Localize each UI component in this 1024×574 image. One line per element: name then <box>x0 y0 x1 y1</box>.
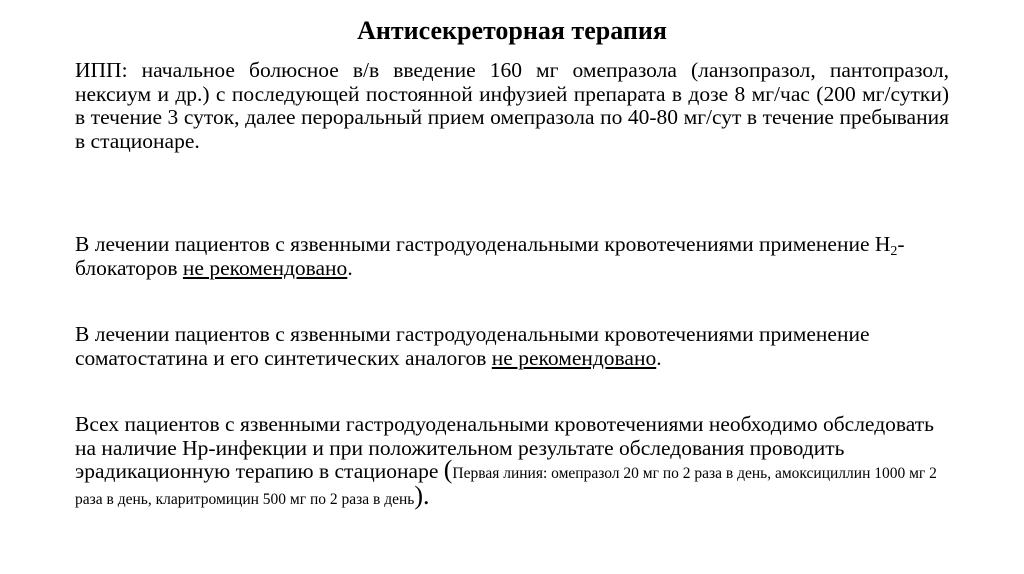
paragraph-somatostatin <box>75 323 949 370</box>
paragraph-ppi-therapy: ИПП: начальное болюсное в/в введение 160 мг омепразола (ланзопразол, пантопразол, нексиум и др.) с последующей постоянной инфузией препарата в дозе 8 мг/час (200 мг/сутки) в течение 3 суток, далее пероральный прием омепразола по 40-80 мг/сут в течение пребывания в стационаре. <box>75 58 949 153</box>
h2-end: . <box>347 255 353 280</box>
hp-text: Всех пациентов с язвенными гастродуоденальными кровотечениями необходимо обследовать на наличие Нр-инфекции и при положительном результате обследования проводить эрадикационную терапию в стационаре <box>75 412 934 483</box>
paragraph-hp-eradication <box>75 413 949 511</box>
paragraph-h2-blockers <box>75 233 949 280</box>
hp-close-paren: ). <box>414 480 430 510</box>
slide-title: Антисекреторная терапия <box>357 16 667 45</box>
somatostatin-end: . <box>656 345 662 370</box>
somatostatin-not-recommended: не рекомендовано <box>491 345 657 370</box>
h2-subscript: 2 <box>890 244 898 259</box>
h2-text-a: В лечении пациентов с язвенными гастродуоденальными кровотечениями применение H <box>75 232 891 256</box>
h2-text-b: -блокаторов <box>75 232 905 280</box>
hp-first-line-regimen: Первая линия: омепразол 20 мг по 2 раза в день, амоксициллин 1000 мг 2 раза в день, кларитромицин 500 мг по 2 раза в день <box>75 465 937 508</box>
hp-open-paren: ( <box>443 455 453 484</box>
somatostatin-text: В лечении пациентов с язвенными гастродуоденальными кровотечениями применение соматостатина и его синтетических аналогов <box>75 322 870 370</box>
h2-not-recommended: не рекомендовано <box>182 255 348 280</box>
